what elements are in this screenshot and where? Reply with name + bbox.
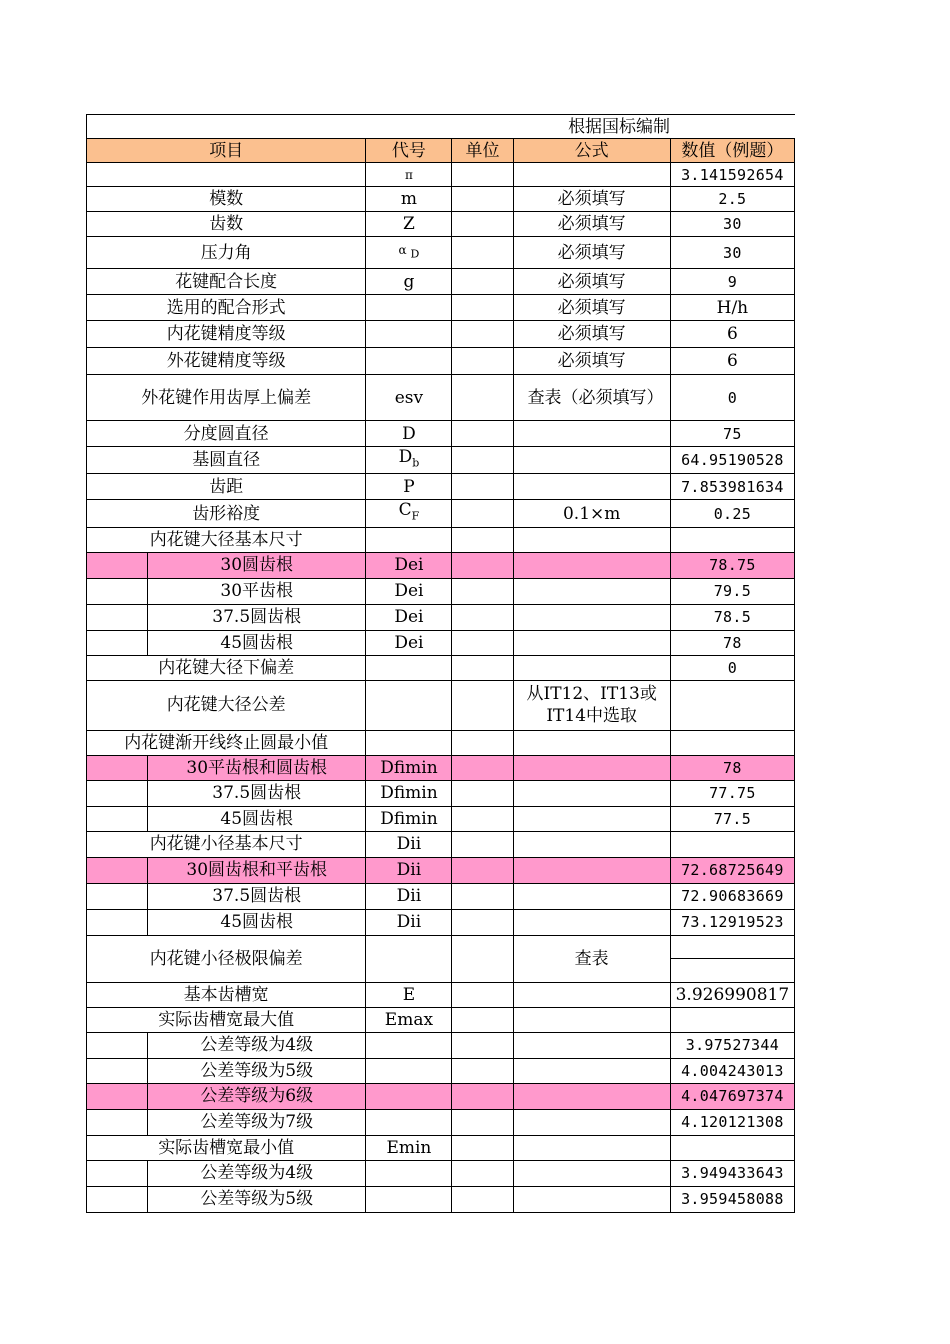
row-dii-3-item: 45圆齿根 bbox=[148, 909, 366, 935]
row-dfi-head-formula bbox=[513, 730, 670, 755]
row-pitch-d-formula bbox=[513, 421, 670, 447]
row-emin-4-item: 公差等级为4级 bbox=[148, 1160, 366, 1186]
row-pi-formula bbox=[513, 163, 670, 187]
row-outer-grade-symbol bbox=[366, 348, 452, 375]
row-emax-7-formula bbox=[513, 1109, 670, 1135]
row-emin-4-symbol bbox=[366, 1160, 452, 1186]
row-emax-6-symbol bbox=[366, 1083, 452, 1109]
row-outer-grade-item: 外花键精度等级 bbox=[87, 348, 366, 375]
row-pitch-value: 7.853981634 bbox=[670, 474, 794, 500]
row-pitch-d-value: 75 bbox=[670, 421, 794, 447]
row-dei-dev-formula bbox=[513, 655, 670, 680]
row-esv-value: 0 bbox=[670, 375, 794, 421]
row-dii-dev-item: 内花键小径极限偏差 bbox=[87, 935, 366, 982]
row-pi-symbol: π bbox=[366, 163, 452, 187]
row-dei-tol-item: 内花键大径公差 bbox=[87, 680, 366, 730]
row-emax-head-value bbox=[670, 1007, 794, 1032]
row-dii-1-value: 72.68725649 bbox=[670, 857, 794, 883]
row-dfi-2-formula bbox=[513, 780, 670, 806]
row-emax-5-symbol bbox=[366, 1058, 452, 1083]
row-fit-symbol bbox=[366, 295, 452, 321]
header-value: 数值（例题） bbox=[670, 139, 794, 163]
row-dei-dev-value: 0 bbox=[670, 655, 794, 680]
row-dfi-3-symbol: Dfimin bbox=[366, 806, 452, 831]
row-base-d-item: 基圆直径 bbox=[87, 447, 366, 474]
row-emin-4-value: 3.949433643 bbox=[670, 1160, 794, 1186]
row-dii-1-symbol: Dii bbox=[366, 857, 452, 883]
row-module-symbol: m bbox=[366, 187, 452, 212]
row-esv-item: 外花键作用齿厚上偏差 bbox=[87, 375, 366, 421]
row-pressure-angle-item: 压力角 bbox=[87, 237, 366, 269]
row-dfi-3-item: 45圆齿根 bbox=[148, 806, 366, 831]
row-dfi-1-symbol: Dfimin bbox=[366, 755, 452, 780]
row-emax-6-item: 公差等级为6级 bbox=[148, 1083, 366, 1109]
header-formula: 公式 bbox=[513, 139, 670, 163]
row-e-formula bbox=[513, 982, 670, 1007]
row-cf-symbol: $C_F$ bbox=[366, 500, 452, 527]
row-pi-item bbox=[87, 163, 366, 187]
row-pitch-d-symbol: D bbox=[366, 421, 452, 447]
row-dfi-2-value: 77.75 bbox=[670, 780, 794, 806]
row-fit-item: 选用的配合形式 bbox=[87, 295, 366, 321]
row-dfi-1-item: 30平齿根和圆齿根 bbox=[148, 755, 366, 780]
row-dei-head-formula bbox=[513, 527, 670, 552]
row-emax-5-item: 公差等级为5级 bbox=[148, 1058, 366, 1083]
row-emin-5-symbol bbox=[366, 1186, 452, 1212]
row-emax-head-formula bbox=[513, 1007, 670, 1032]
row-pressure-angle-value: 30 bbox=[670, 237, 794, 269]
row-dei-2-symbol: Dei bbox=[366, 578, 452, 604]
row-dei-2-value: 79.5 bbox=[670, 578, 794, 604]
row-base-d-value: 64.95190528 bbox=[670, 447, 794, 474]
row-emin-head-symbol: Emin bbox=[366, 1135, 452, 1160]
row-dei-head-item: 内花键大径基本尺寸 bbox=[87, 527, 366, 552]
row-dii-2-formula bbox=[513, 883, 670, 909]
row-emin-5-item: 公差等级为5级 bbox=[148, 1186, 366, 1212]
row-inner-grade-item: 内花键精度等级 bbox=[87, 321, 366, 348]
row-emax-4-value: 3.97527344 bbox=[670, 1032, 794, 1058]
row-emin-5-formula bbox=[513, 1186, 670, 1212]
row-emax-7-value: 4.120121308 bbox=[670, 1109, 794, 1135]
row-esv-symbol: esv bbox=[366, 375, 452, 421]
row-dii-dev-symbol bbox=[366, 935, 452, 982]
row-dfi-1-value: 78 bbox=[670, 755, 794, 780]
row-dei-3-value: 78.5 bbox=[670, 604, 794, 630]
row-pitch-symbol: P bbox=[366, 474, 452, 500]
row-length-symbol: g bbox=[366, 269, 452, 295]
row-dei-3-item: 37.5圆齿根 bbox=[148, 604, 366, 630]
row-emax-6-value: 4.047697374 bbox=[670, 1083, 794, 1109]
row-dfi-2-item: 37.5圆齿根 bbox=[148, 780, 366, 806]
row-pitch-d-item: 分度圆直径 bbox=[87, 421, 366, 447]
row-dei-4-item: 45圆齿根 bbox=[148, 630, 366, 655]
row-emin-head-item: 实际齿槽宽最小值 bbox=[87, 1135, 366, 1160]
row-dii-2-value: 72.90683669 bbox=[670, 883, 794, 909]
row-module-formula: 必须填写 bbox=[513, 187, 670, 212]
row-dii-head-symbol: Dii bbox=[366, 831, 452, 857]
row-dii-dev-value bbox=[670, 935, 794, 982]
row-e-item: 基本齿槽宽 bbox=[87, 982, 366, 1007]
row-dfi-head-symbol bbox=[366, 730, 452, 755]
row-fit-value: H/h bbox=[670, 295, 794, 321]
row-emax-4-formula bbox=[513, 1032, 670, 1058]
row-dei-4-symbol: Dei bbox=[366, 630, 452, 655]
row-dei-head-value bbox=[670, 527, 794, 552]
row-emax-4-symbol bbox=[366, 1032, 452, 1058]
row-emin-head-value bbox=[670, 1135, 794, 1160]
row-dii-3-value: 73.12919523 bbox=[670, 909, 794, 935]
row-dei-1-formula bbox=[513, 552, 670, 578]
row-dei-1-symbol: Dei bbox=[366, 552, 452, 578]
row-module-value: 2.5 bbox=[670, 187, 794, 212]
row-dfi-3-value: 77.5 bbox=[670, 806, 794, 831]
header-unit: 单位 bbox=[452, 139, 513, 163]
row-dei-1-item: 30圆齿根 bbox=[148, 552, 366, 578]
row-emin-5-value: 3.959458088 bbox=[670, 1186, 794, 1212]
row-dei-1-value: 78.75 bbox=[670, 552, 794, 578]
row-length-item: 花键配合长度 bbox=[87, 269, 366, 295]
row-dii-head-formula bbox=[513, 831, 670, 857]
row-pi-value: 3.141592654 bbox=[670, 163, 794, 187]
row-module-item: 模数 bbox=[87, 187, 366, 212]
row-dei-tol-formula: 从IT12、IT13或IT14中选取 bbox=[513, 680, 670, 730]
row-cf-item: 齿形裕度 bbox=[87, 500, 366, 527]
header-symbol: 代号 bbox=[366, 139, 452, 163]
row-pressure-angle-formula: 必须填写 bbox=[513, 237, 670, 269]
row-dii-3-symbol: Dii bbox=[366, 909, 452, 935]
row-emin-head-formula bbox=[513, 1135, 670, 1160]
row-length-value: 9 bbox=[670, 269, 794, 295]
row-dei-4-formula bbox=[513, 630, 670, 655]
row-teeth-symbol: Z bbox=[366, 212, 452, 237]
row-dfi-3-formula bbox=[513, 806, 670, 831]
row-dei-tol-symbol bbox=[366, 680, 452, 730]
row-cf-formula: 0.1×m bbox=[513, 500, 670, 527]
row-dei-3-symbol: Dei bbox=[366, 604, 452, 630]
row-pitch-item: 齿距 bbox=[87, 474, 366, 500]
row-emax-head-symbol: Emax bbox=[366, 1007, 452, 1032]
row-dii-head-item: 内花键小径基本尺寸 bbox=[87, 831, 366, 857]
row-inner-grade-formula: 必须填写 bbox=[513, 321, 670, 348]
row-emin-4-formula bbox=[513, 1160, 670, 1186]
row-dfi-2-symbol: Dfimin bbox=[366, 780, 452, 806]
row-dii-2-item: 37.5圆齿根 bbox=[148, 883, 366, 909]
row-teeth-value: 30 bbox=[670, 212, 794, 237]
row-outer-grade-value: 6 bbox=[670, 348, 794, 375]
row-dfi-1-formula bbox=[513, 755, 670, 780]
row-cf-value: 0.25 bbox=[670, 500, 794, 527]
row-dfi-head-value bbox=[670, 730, 794, 755]
row-fit-formula: 必须填写 bbox=[513, 295, 670, 321]
row-emax-7-symbol bbox=[366, 1109, 452, 1135]
row-emax-6-formula bbox=[513, 1083, 670, 1109]
row-dei-2-item: 30平齿根 bbox=[148, 578, 366, 604]
row-dii-dev-formula: 查表 bbox=[513, 935, 670, 982]
row-outer-grade-formula: 必须填写 bbox=[513, 348, 670, 375]
row-dii-1-item: 30圆齿根和平齿根 bbox=[148, 857, 366, 883]
row-length-formula: 必须填写 bbox=[513, 269, 670, 295]
row-dii-2-symbol: Dii bbox=[366, 883, 452, 909]
row-dei-2-formula bbox=[513, 578, 670, 604]
row-base-d-symbol: $D_b$ bbox=[366, 447, 452, 474]
header-item: 项目 bbox=[87, 139, 366, 163]
row-inner-grade-value: 6 bbox=[670, 321, 794, 348]
row-teeth-item: 齿数 bbox=[87, 212, 366, 237]
row-dii-3-formula bbox=[513, 909, 670, 935]
row-emax-5-formula bbox=[513, 1058, 670, 1083]
row-pitch-formula bbox=[513, 474, 670, 500]
row-dei-tol-value bbox=[670, 680, 794, 730]
row-dii-head-value bbox=[670, 831, 794, 857]
row-e-value: 3.926990817 bbox=[670, 982, 794, 1007]
row-dei-head-symbol bbox=[366, 527, 452, 552]
row-dei-4-value: 78 bbox=[670, 630, 794, 655]
row-inner-grade-symbol bbox=[366, 321, 452, 348]
row-dei-dev-symbol bbox=[366, 655, 452, 680]
row-emax-7-item: 公差等级为7级 bbox=[148, 1109, 366, 1135]
row-dfi-head-item: 内花键渐开线终止圆最小值 bbox=[87, 730, 366, 755]
row-pressure-angle-symbol: α $_D$ bbox=[366, 237, 452, 269]
spline-calc-table bbox=[86, 114, 795, 1213]
row-dii-1-formula bbox=[513, 857, 670, 883]
row-emax-5-value: 4.004243013 bbox=[670, 1058, 794, 1083]
row-dei-dev-item: 内花键大径下偏差 bbox=[87, 655, 366, 680]
row-emax-4-item: 公差等级为4级 bbox=[148, 1032, 366, 1058]
row-e-symbol: E bbox=[366, 982, 452, 1007]
row-emax-head-item: 实际齿槽宽最大值 bbox=[87, 1007, 366, 1032]
row-base-d-formula bbox=[513, 447, 670, 474]
row-esv-formula: 查表（必须填写） bbox=[513, 375, 670, 421]
row-dei-3-formula bbox=[513, 604, 670, 630]
row-teeth-formula: 必须填写 bbox=[513, 212, 670, 237]
sheet-title: 根据国标编制 bbox=[513, 115, 794, 139]
